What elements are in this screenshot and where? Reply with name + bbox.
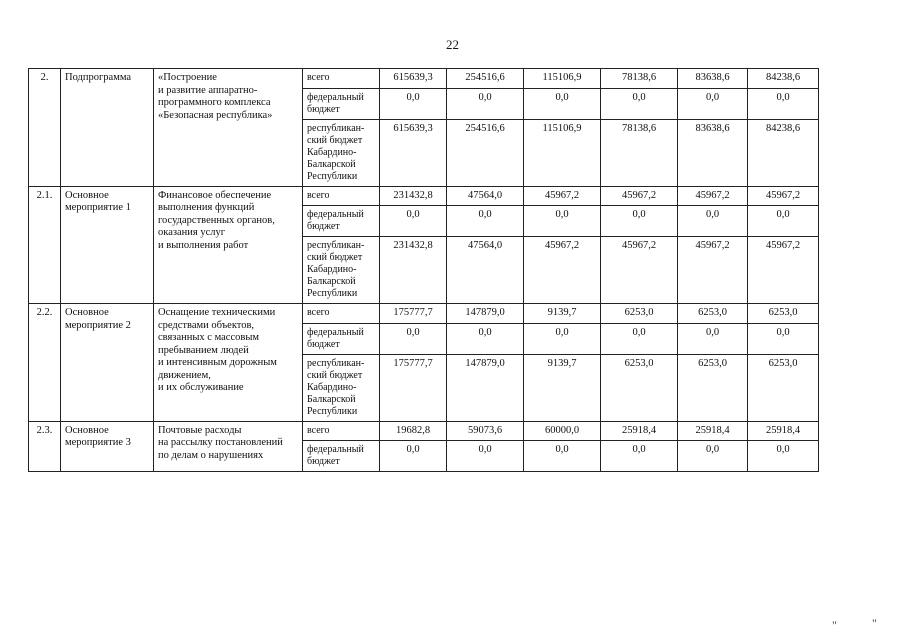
amount-cell: 254516,6 (447, 119, 524, 186)
amount-cell: 0,0 (601, 323, 678, 354)
funding-source: федеральный бюджет (303, 88, 380, 119)
amount-cell: 0,0 (447, 206, 524, 237)
amount-cell: 84238,6 (748, 69, 819, 89)
amount-cell: 0,0 (447, 441, 524, 472)
amount-cell: 175777,7 (380, 304, 447, 324)
amount-cell: 9139,7 (524, 304, 601, 324)
amount-cell: 147879,0 (447, 304, 524, 324)
amount-cell: 115106,9 (524, 69, 601, 89)
amount-cell: 0,0 (748, 206, 819, 237)
amount-cell: 45967,2 (748, 186, 819, 206)
amount-cell: 45967,2 (678, 186, 748, 206)
amount-cell: 0,0 (748, 323, 819, 354)
amount-cell: 45967,2 (524, 186, 601, 206)
funding-source: республикан- ский бюджет Кабардино- Балкарской Республики (303, 237, 380, 304)
amount-cell: 59073,6 (447, 421, 524, 441)
amount-cell: 25918,4 (748, 421, 819, 441)
amount-cell: 0,0 (447, 323, 524, 354)
funding-source: федеральный бюджет (303, 206, 380, 237)
amount-cell: 0,0 (380, 88, 447, 119)
row-name: Оснащение техническими средствами объектов, связанных с массовым пребыванием людей и интенсивным дорожным движением, и их обслуживание (154, 304, 303, 422)
amount-cell: 231432,8 (380, 186, 447, 206)
amount-cell: 615639,3 (380, 69, 447, 89)
funding-source: федеральный бюджет (303, 323, 380, 354)
amount-cell: 60000,0 (524, 421, 601, 441)
amount-cell: 147879,0 (447, 354, 524, 421)
row-name: Почтовые расходы на рассылку постановлений по делам о нарушениях (154, 421, 303, 472)
row-type: Основное мероприятие 3 (61, 421, 154, 472)
row-number: 2.1. (29, 186, 61, 304)
amount-cell: 0,0 (447, 88, 524, 119)
funding-source: республикан- ский бюджет Кабардино- Балкарской Республики (303, 354, 380, 421)
amount-cell: 25918,4 (601, 421, 678, 441)
amount-cell: 0,0 (748, 88, 819, 119)
row-type: Основное мероприятие 2 (61, 304, 154, 422)
funding-source: всего (303, 421, 380, 441)
amount-cell: 0,0 (678, 206, 748, 237)
amount-cell: 6253,0 (748, 354, 819, 421)
amount-cell: 0,0 (748, 441, 819, 472)
amount-cell: 0,0 (524, 206, 601, 237)
row-number: 2.3. (29, 421, 61, 472)
row-name: Финансовое обеспечение выполнения функций государственных органов, оказания услуг и выполнения работ (154, 186, 303, 304)
budget-table (28, 68, 819, 472)
amount-cell: 0,0 (601, 88, 678, 119)
amount-cell: 0,0 (524, 323, 601, 354)
row-name: «Построение и развитие аппаратно- программного комплекса «Безопасная республика» (154, 69, 303, 187)
amount-cell: 6253,0 (678, 354, 748, 421)
funding-source: всего (303, 69, 380, 89)
amount-cell: 45967,2 (601, 186, 678, 206)
amount-cell: 0,0 (601, 441, 678, 472)
scan-mark: " (872, 616, 877, 630)
row-type: Подпрограмма (61, 69, 154, 187)
amount-cell: 0,0 (380, 323, 447, 354)
amount-cell: 83638,6 (678, 119, 748, 186)
amount-cell: 115106,9 (524, 119, 601, 186)
amount-cell: 25918,4 (678, 421, 748, 441)
funding-source: всего (303, 186, 380, 206)
amount-cell: 0,0 (524, 88, 601, 119)
table-row (29, 304, 819, 324)
table-row (29, 69, 819, 89)
amount-cell: 83638,6 (678, 69, 748, 89)
amount-cell: 0,0 (678, 88, 748, 119)
amount-cell: 231432,8 (380, 237, 447, 304)
amount-cell: 9139,7 (524, 354, 601, 421)
amount-cell: 78138,6 (601, 119, 678, 186)
amount-cell: 0,0 (380, 441, 447, 472)
funding-source: всего (303, 304, 380, 324)
amount-cell: 0,0 (678, 323, 748, 354)
amount-cell: 78138,6 (601, 69, 678, 89)
row-type: Основное мероприятие 1 (61, 186, 154, 304)
amount-cell: 45967,2 (678, 237, 748, 304)
table-row (29, 421, 819, 441)
scan-mark: " (832, 618, 837, 632)
page-number: 22 (446, 37, 459, 52)
row-number: 2.2. (29, 304, 61, 422)
amount-cell: 615639,3 (380, 119, 447, 186)
amount-cell: 45967,2 (748, 237, 819, 304)
amount-cell: 19682,8 (380, 421, 447, 441)
amount-cell: 0,0 (678, 441, 748, 472)
amount-cell: 6253,0 (748, 304, 819, 324)
amount-cell: 84238,6 (748, 119, 819, 186)
amount-cell: 0,0 (524, 441, 601, 472)
amount-cell: 45967,2 (524, 237, 601, 304)
amount-cell: 47564,0 (447, 237, 524, 304)
amount-cell: 254516,6 (447, 69, 524, 89)
amount-cell: 6253,0 (601, 304, 678, 324)
funding-source: республикан- ский бюджет Кабардино- Балкарской Республики (303, 119, 380, 186)
row-number: 2. (29, 69, 61, 187)
amount-cell: 45967,2 (601, 237, 678, 304)
amount-cell: 175777,7 (380, 354, 447, 421)
amount-cell: 0,0 (601, 206, 678, 237)
table-row (29, 186, 819, 206)
amount-cell: 47564,0 (447, 186, 524, 206)
amount-cell: 6253,0 (678, 304, 748, 324)
amount-cell: 0,0 (380, 206, 447, 237)
funding-source: федеральный бюджет (303, 441, 380, 472)
amount-cell: 6253,0 (601, 354, 678, 421)
